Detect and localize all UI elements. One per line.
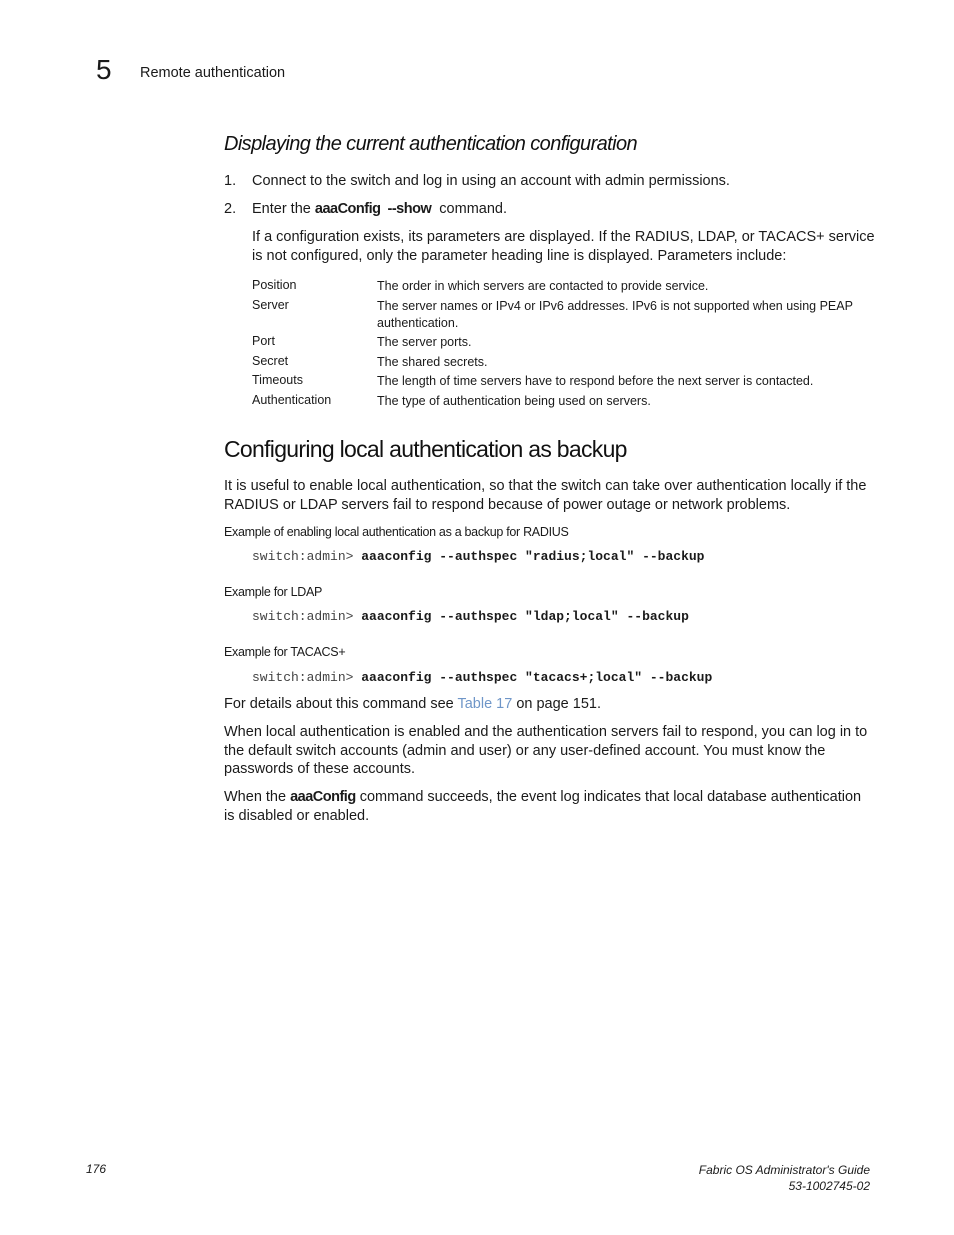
param-name: Secret bbox=[252, 354, 289, 368]
code-example-tacacs bbox=[252, 670, 712, 685]
code-prompt: switch:admin> bbox=[252, 549, 362, 564]
event-log-para bbox=[224, 788, 874, 825]
param-desc: The shared secrets. bbox=[377, 355, 488, 369]
param-name: Timeouts bbox=[252, 373, 303, 387]
details-reference bbox=[224, 695, 874, 714]
parameter-table bbox=[252, 278, 874, 413]
param-name: Server bbox=[252, 298, 289, 312]
guide-title: Fabric OS Administrator's Guide bbox=[698, 1163, 870, 1177]
para-suffix: command succeeds, the event log indicates that local database authentication is disabled or enabled. bbox=[224, 789, 862, 824]
para-prefix: When the bbox=[224, 789, 291, 805]
example-label-tacacs: Example for TACACS+ bbox=[224, 645, 346, 659]
command-name: aaaConfig bbox=[290, 789, 356, 805]
step-text bbox=[252, 200, 872, 219]
example-label-radius: Example of enabling local authentication as a backup for RADIUS bbox=[224, 525, 569, 539]
code-prompt: switch:admin> bbox=[252, 609, 362, 624]
param-row bbox=[252, 334, 874, 354]
details-prefix: For details about this command see bbox=[224, 696, 458, 712]
param-name: Authentication bbox=[252, 393, 332, 407]
param-name: Position bbox=[252, 278, 297, 292]
code-example-radius bbox=[252, 549, 704, 564]
param-row bbox=[252, 354, 874, 373]
footer-doc-info bbox=[699, 1162, 870, 1194]
details-suffix: on page 151. bbox=[512, 696, 601, 712]
command-name: aaaConfig --show bbox=[314, 201, 432, 217]
code-example-ldap bbox=[252, 609, 689, 624]
step-number: 1. bbox=[224, 173, 237, 189]
param-row bbox=[252, 298, 874, 334]
param-desc: The server names or IPv4 or IPv6 addresses. IPv6 is not supported when using PEAP authentication. bbox=[377, 299, 853, 330]
code-command: aaaconfig --authspec "radius;local" --backup bbox=[361, 549, 705, 564]
param-row bbox=[252, 393, 874, 413]
step-text: Connect to the switch and log in using an account with admin permissions. bbox=[252, 173, 730, 189]
params-intro: If a configuration exists, its parameters are displayed. If the RADIUS, LDAP, or TACACS+ service is not configured, only the parameter heading line is displayed. Parameters include: bbox=[252, 229, 875, 264]
code-command: aaaconfig --authspec "ldap;local" --backup bbox=[361, 609, 689, 624]
step-text-prefix: Enter the bbox=[252, 201, 315, 217]
page-number: 176 bbox=[86, 1162, 107, 1176]
local-auth-intro: It is useful to enable local authentication, so that the switch can take over authentication locally if the RADIUS or LDAP servers fail to respond because of power outage or network problems. bbox=[224, 478, 867, 513]
step-number: 2. bbox=[224, 201, 237, 217]
param-desc: The type of authentication being used on servers. bbox=[377, 394, 651, 408]
param-row bbox=[252, 278, 874, 298]
example-label-ldap: Example for LDAP bbox=[224, 585, 323, 599]
chapter-number: 5 bbox=[96, 54, 112, 85]
section-heading-local-auth-backup: Configuring local authentication as backup bbox=[224, 436, 627, 462]
table-17-link[interactable]: Table 17 bbox=[457, 696, 513, 712]
param-desc: The order in which servers are contacted to provide service. bbox=[377, 279, 709, 293]
code-command: aaaconfig --authspec "tacacs+;local" --backup bbox=[361, 670, 713, 685]
param-desc: The length of time servers have to respond before the next server is contacted. bbox=[377, 374, 814, 388]
step-text-suffix: command. bbox=[431, 201, 507, 217]
code-prompt: switch:admin> bbox=[252, 670, 362, 685]
param-desc: The server ports. bbox=[377, 335, 472, 349]
param-name: Port bbox=[252, 334, 275, 348]
local-auth-accounts-para: When local authentication is enabled and the authentication servers fail to respond, you can log in to the default switch accounts (admin and user) or any user-defined account. You must know the passwords of these accounts. bbox=[224, 724, 868, 777]
chapter-title: Remote authentication bbox=[140, 65, 286, 81]
doc-number: 53-1002745-02 bbox=[788, 1179, 870, 1193]
section-heading-display-config: Displaying the current authentication configuration bbox=[224, 133, 638, 155]
param-row bbox=[252, 373, 874, 393]
